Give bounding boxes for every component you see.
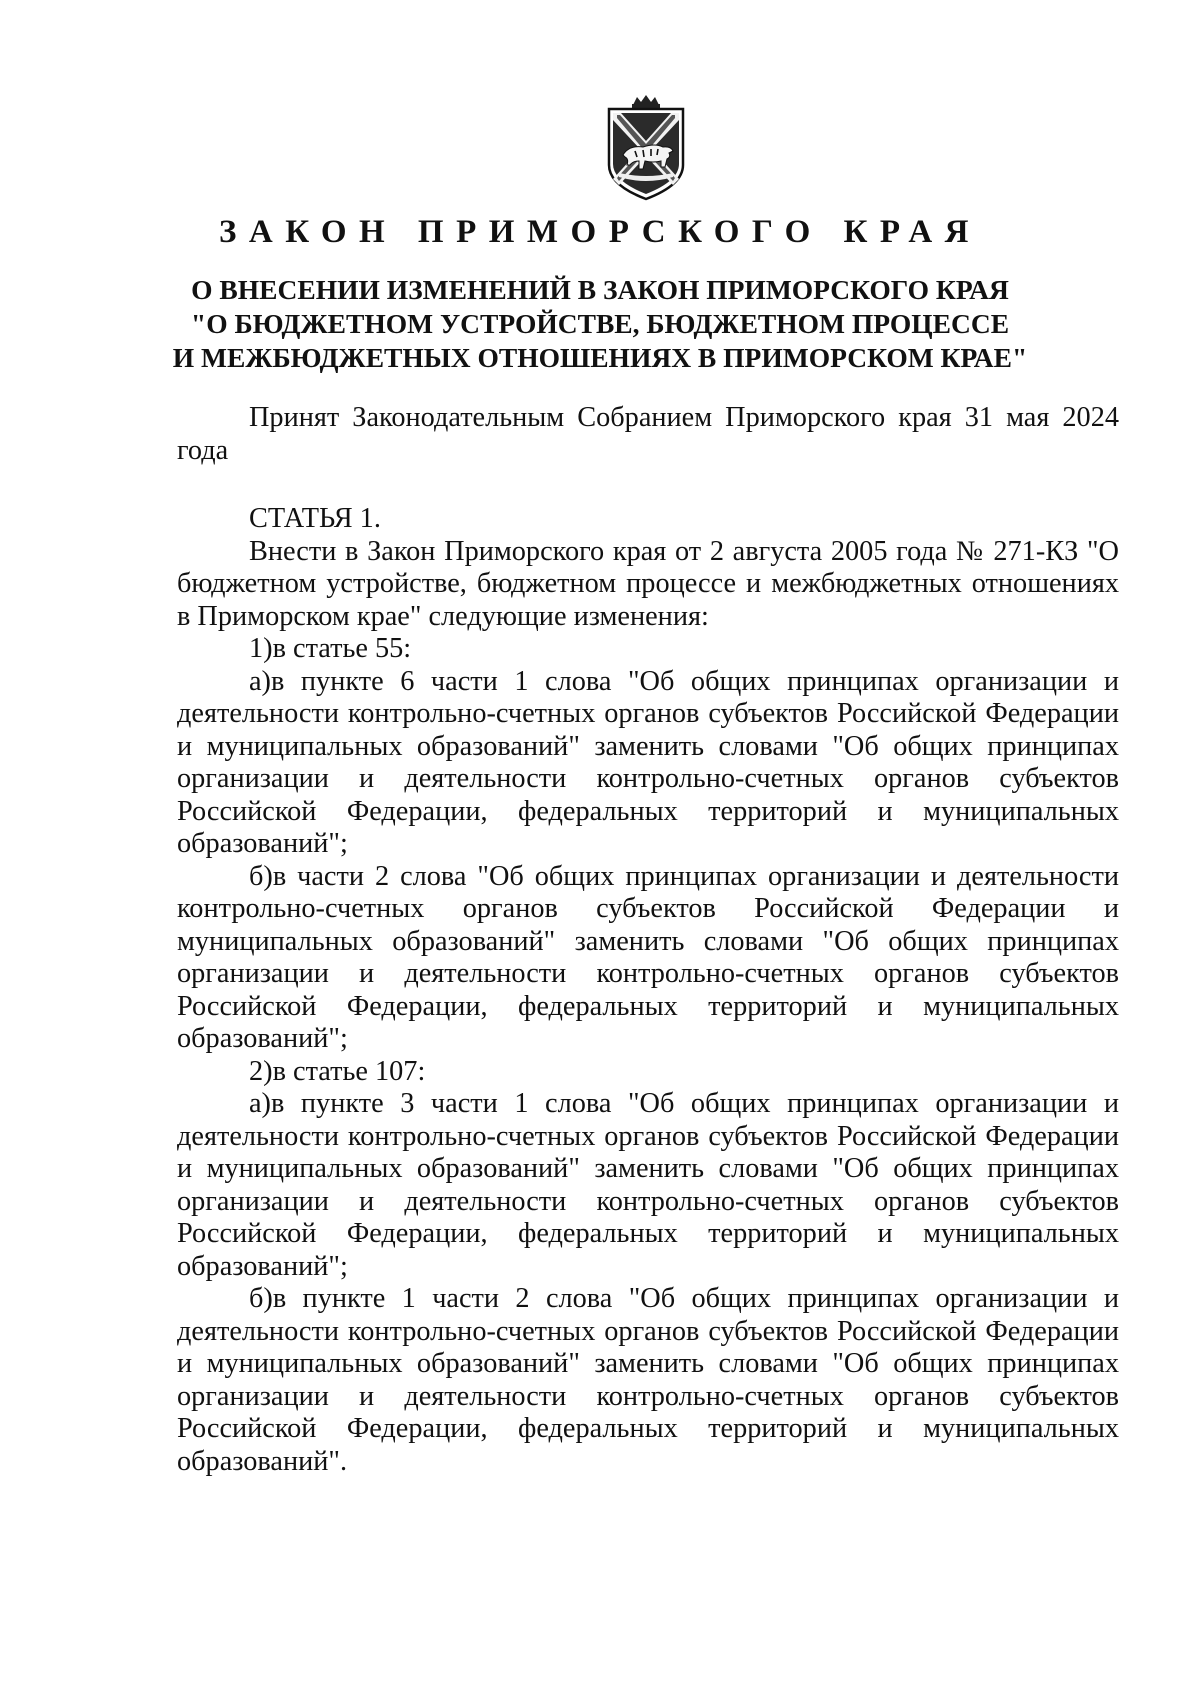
article-subpoint: а)в пункте 3 части 1 слова "Об общих принципах организации и деятельности контрольно-счетных органов субъектов Российской Федерации и муниципальных образований" заменить словами "Об общих принципах организации и деятельности контрольно-счетных органов субъектов Российской Федерации, федеральных территорий и муниципальных образований"; [177, 1088, 1119, 1282]
law-title: ЗАКОН ПРИМОРСКОГО КРАЯ [218, 214, 982, 250]
article-subpoint: а)в пункте 6 части 1 слова "Об общих принципах организации и деятельности контрольно-счетных органов субъектов Российской Федерации и муниципальных образований" заменить словами "Об общих принципах организации и деятельности контрольно-счетных органов субъектов Российской Федерации, федеральных территорий и муниципальных образований"; [177, 665, 1119, 859]
subtitle-line: "О БЮДЖЕТНОМ УСТРОЙСТВЕ, БЮДЖЕТНОМ ПРОЦЕССЕ [190, 308, 1010, 339]
article-subpoint: б)в пункте 1 части 2 слова "Об общих принципах организации и деятельности контрольно-счетных органов субъектов Российской Федерации и муниципальных образований" заменить словами "Об общих принципах организации и деятельности контрольно-счетных органов субъектов Российской Федерации, федеральных территорий и муниципальных образований". [177, 1283, 1119, 1477]
article-subpoint: б)в части 2 слова "Об общих принципах организации и деятельности контрольно-счетных органов субъектов Российской Федерации и муниципальных образований" заменить словами "Об общих принципах организации и деятельности контрольно-счетных органов субъектов Российской Федерации, федеральных территорий и муниципальных образований"; [177, 860, 1119, 1054]
subtitle-line: О ВНЕСЕНИИ ИЗМЕНЕНИЙ В ЗАКОН ПРИМОРСКОГО КРАЯ [191, 274, 1009, 305]
article-heading: СТАТЬЯ 1. [249, 503, 381, 534]
law-subtitle [120, 273, 1080, 375]
primorsky-krai-coat-of-arms-icon [603, 93, 689, 203]
article-point: 2)в статье 107: [249, 1055, 426, 1087]
subtitle-line: И МЕЖБЮДЖЕТНЫХ ОТНОШЕНИЯХ В ПРИМОРСКОМ КРАЕ" [172, 342, 1028, 373]
article-intro: Внести в Закон Приморского края от 2 августа 2005 года № 271-КЗ "О бюджетном устройстве, бюджетном процессе и межбюджетных отношениях в Приморском крае" следующие изменения: [177, 535, 1119, 632]
law-body [177, 402, 1119, 1478]
adoption-statement: Принят Законодательным Собранием Приморского края 31 мая 2024 года [177, 402, 1119, 466]
article-point: 1)в статье 55: [249, 633, 412, 664]
